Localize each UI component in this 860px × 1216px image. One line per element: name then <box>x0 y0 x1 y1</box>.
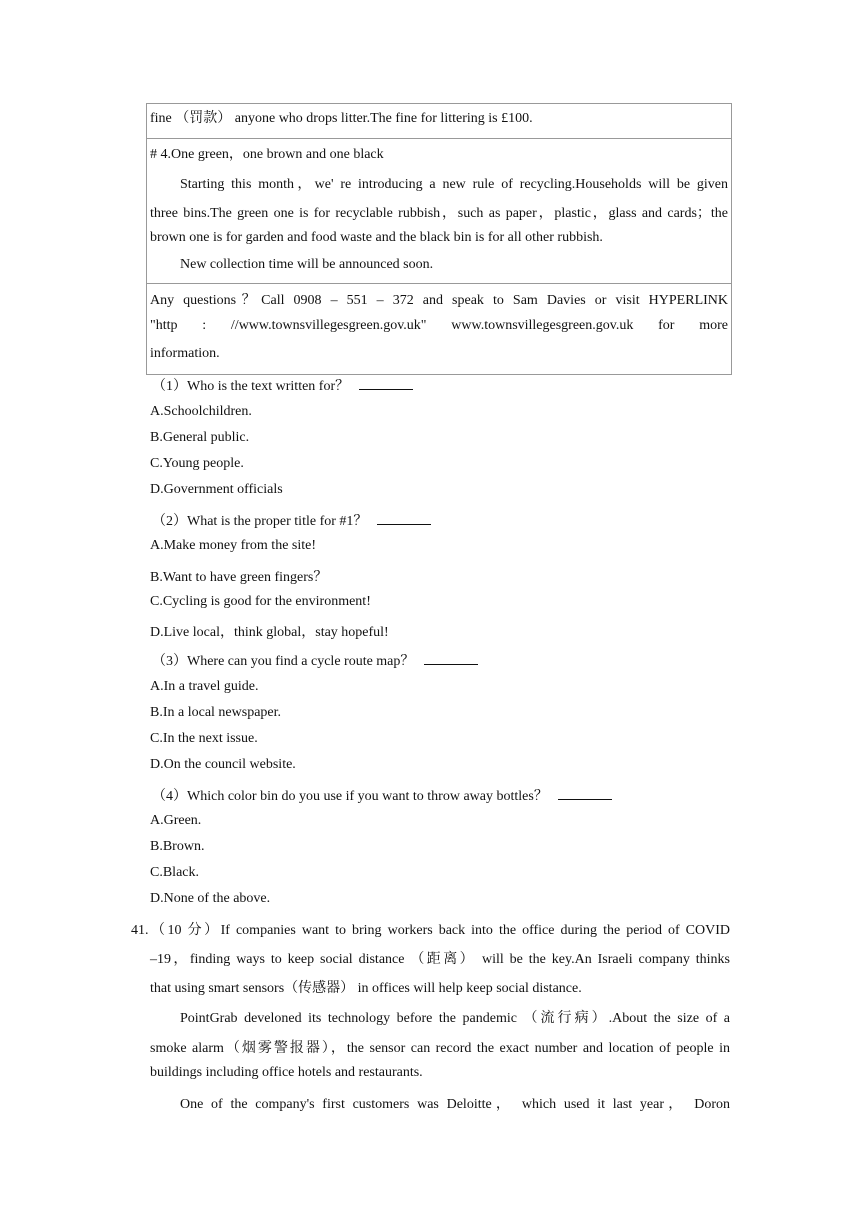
text-line: "http : //www.townsvillegesgreen.gov.uk" www.townsvillegesgreen.gov.uk for more <box>150 318 728 333</box>
text-line: brown one is for garden and food waste and the black bin is for all other rubbish. <box>150 230 603 245</box>
question-stem: （4）Which color bin do you use if you want to throw away bottles？ <box>152 785 612 805</box>
answer-option[interactable]: A.Make money from the site! <box>150 538 317 553</box>
answer-option[interactable]: B.Want to have green fingers？ <box>150 570 328 585</box>
question-stem: （2）What is the proper title for #1？ <box>152 510 431 530</box>
answer-option[interactable]: A.Green. <box>150 813 202 828</box>
notice-table <box>146 103 732 375</box>
answer-option[interactable]: D.None of the above. <box>150 891 271 906</box>
text-line: three bins.The green one is for recyclable rubbish，such as paper，plastic，glass and cards；the <box>150 206 728 221</box>
table-row <box>147 104 731 139</box>
answer-option[interactable]: D.Live local，think global，stay hopeful! <box>150 625 389 640</box>
text-line: Any questions？Call 0908 – 551 – 372 and speak to Sam Davies or visit HYPERLINK <box>150 293 728 308</box>
answer-option[interactable]: A.Schoolchildren. <box>150 404 252 419</box>
fine-text: fine （罚款） anyone who drops litter.The fine for littering is £100. <box>150 111 533 126</box>
question-stem: （3）Where can you find a cycle route map？ <box>152 650 478 670</box>
text-line: PointGrab develoned its technology before the pandemic （流行病）.About the size of a <box>180 1011 730 1026</box>
answer-option[interactable]: C.In the next issue. <box>150 731 258 746</box>
table-row <box>147 139 731 284</box>
answer-blank[interactable] <box>558 787 612 800</box>
answer-option[interactable]: A.In a travel guide. <box>150 679 259 694</box>
text-line: –19，finding ways to keep social distance （距离） will be the key.An Israeli company thinks <box>150 952 730 967</box>
answer-option[interactable]: B.General public. <box>150 430 250 445</box>
text-line: buildings including office hotels and restaurants. <box>150 1065 423 1080</box>
answer-option[interactable]: D.On the council website. <box>150 757 296 772</box>
text-line: smoke alarm（烟雾警报器），the sensor can record the exact number and location of people in <box>150 1041 730 1056</box>
answer-option[interactable]: C.Cycling is good for the environment! <box>150 594 371 609</box>
answer-blank[interactable] <box>424 652 478 665</box>
table-row <box>147 284 731 374</box>
text-line: New collection time will be announced soon. <box>180 257 434 272</box>
text-line: that using smart sensors（传感器） in offices will help keep social distance. <box>150 981 582 996</box>
text-line: One of the company's first customers was Deloitte， which used it last year， Doron <box>180 1097 730 1112</box>
text-line: Starting this month，we' re introducing a new rule of recycling.Households will be given <box>180 177 728 192</box>
answer-option[interactable]: C.Black. <box>150 865 199 880</box>
section-title: # 4.One green，one brown and one black <box>150 147 384 162</box>
answer-option[interactable]: D.Government officials <box>150 482 283 497</box>
question-stem: （1）Who is the text written for？ <box>152 375 413 395</box>
answer-blank[interactable] <box>359 377 413 390</box>
answer-option[interactable]: C.Young people. <box>150 456 244 471</box>
passage-heading: 41.（10 分）If companies want to bring workers back into the office during the period of COVID <box>131 923 730 938</box>
text-line: information. <box>150 346 220 361</box>
answer-blank[interactable] <box>377 512 431 525</box>
answer-option[interactable]: B.In a local newspaper. <box>150 705 282 720</box>
answer-option[interactable]: B.Brown. <box>150 839 205 854</box>
